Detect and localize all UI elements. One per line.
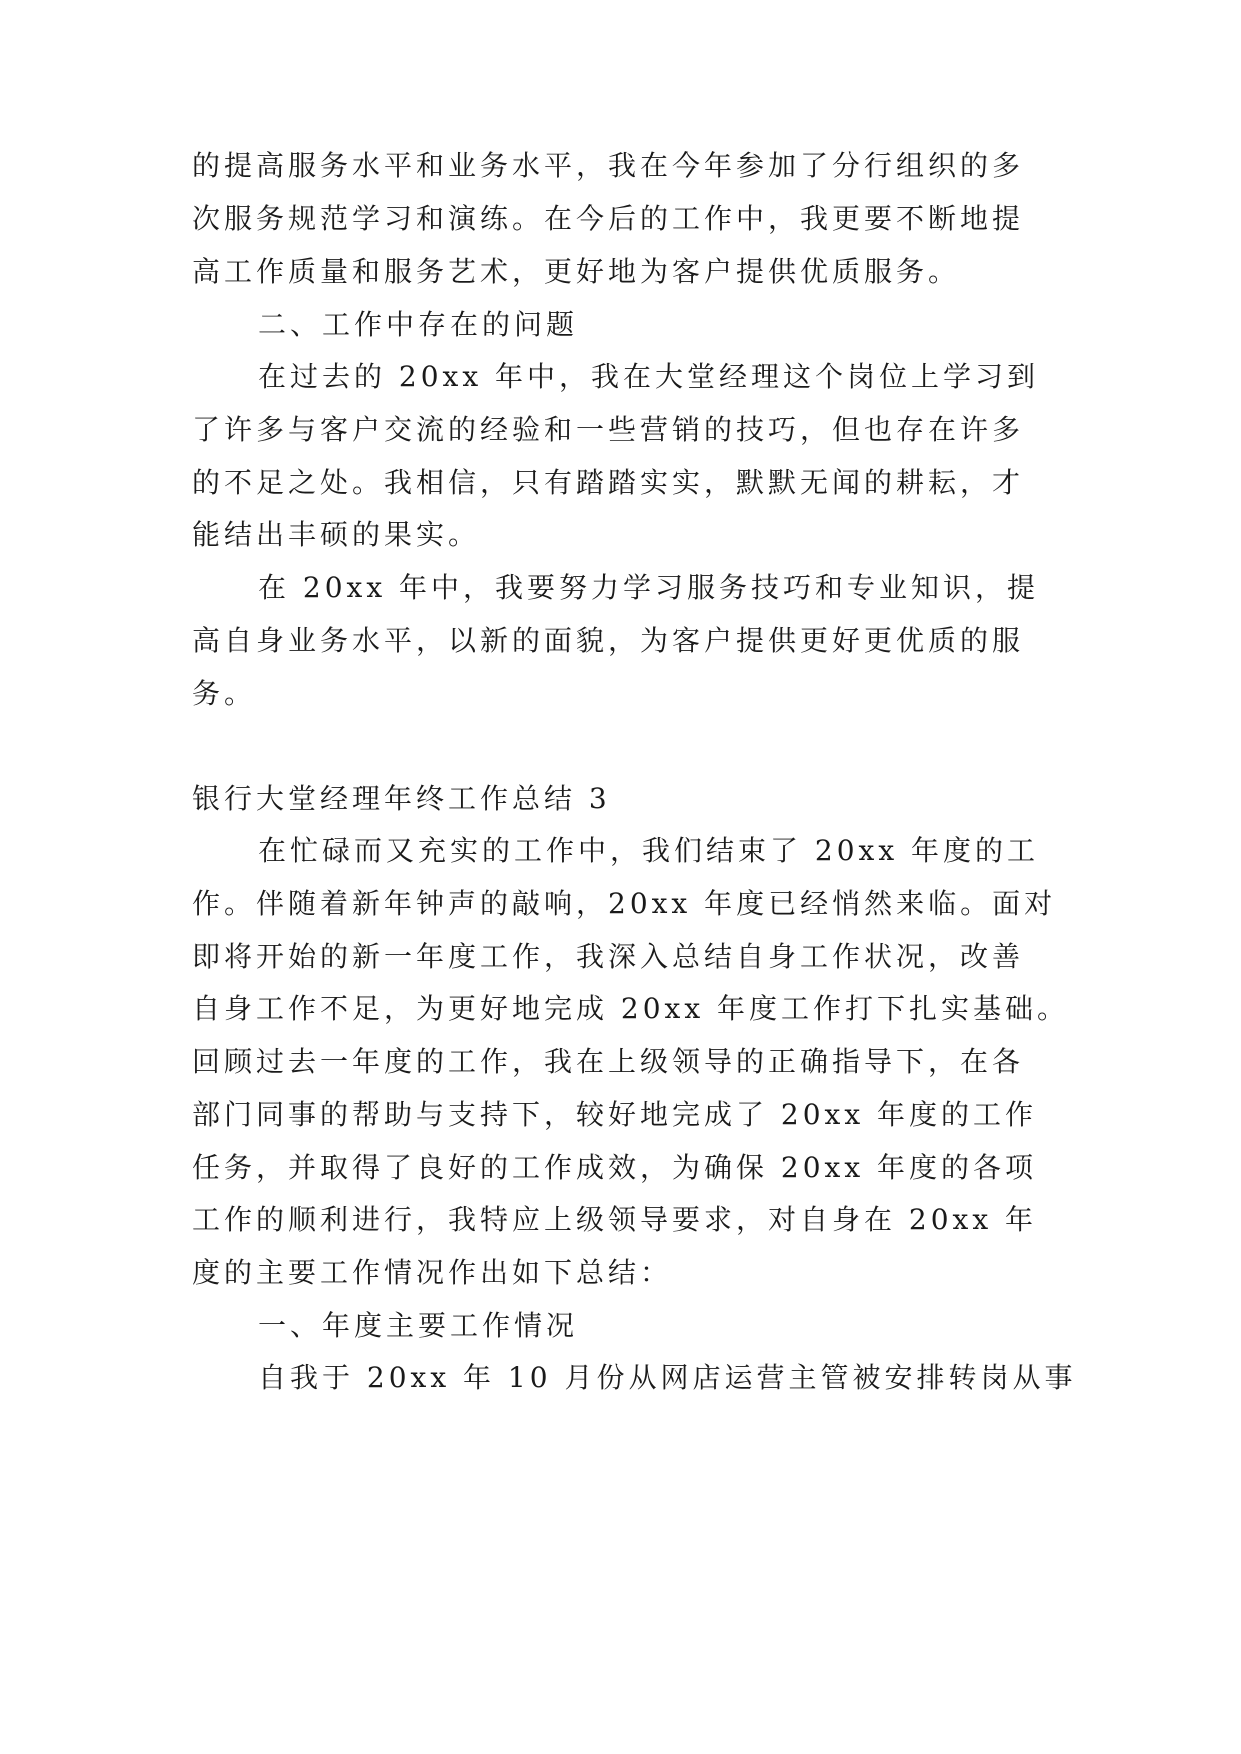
paragraph-line: 的提高服务水平和业务水平，我在今年参加了分行组织的多: [192, 149, 1025, 182]
paragraph-line: 作。伴随着新年钟声的敲响，20xx 年度已经悄然来临。面对: [192, 887, 1057, 920]
paragraph-line: 任务，并取得了良好的工作成效，为确保 20xx 年度的各项: [192, 1151, 1038, 1184]
paragraph-line: 务。: [192, 677, 257, 710]
paragraph-line: 自身工作不足，为更好地完成 20xx 年度工作打下扎实基础。: [192, 992, 1070, 1025]
paragraph-line: 即将开始的新一年度工作，我深入总结自身工作状况，改善: [192, 940, 1025, 973]
paragraph-line: 了许多与客户交流的经验和一些营销的技巧，但也存在许多: [192, 413, 1025, 446]
paragraph-line: 高工作质量和服务艺术，更好地为客户提供优质服务。: [192, 255, 961, 288]
paragraph-line: 度的主要工作情况作出如下总结：: [192, 1256, 673, 1289]
paragraph-line: 在 20xx 年中，我要努力学习服务技巧和专业知识，提: [258, 571, 1040, 604]
paragraph-line: 的不足之处。我相信，只有踏踏实实，默默无闻的耕耘，才: [192, 466, 1025, 499]
paragraph-line: 部门同事的帮助与支持下，较好地完成了 20xx 年度的工作: [192, 1098, 1038, 1131]
paragraph-line: 能结出丰硕的果实。: [192, 518, 481, 551]
paragraph-line: 自我于 20xx 年 10 月份从网店运营主管被安排转岗从事: [258, 1361, 1077, 1394]
document-title: 银行大堂经理年终工作总结 3: [192, 782, 611, 815]
paragraph-line: 次服务规范学习和演练。在今后的工作中，我更要不断地提: [192, 202, 1025, 235]
section-heading: 二、工作中存在的问题: [258, 308, 579, 341]
paragraph-line: 回顾过去一年度的工作，我在上级领导的正确指导下，在各: [192, 1045, 1025, 1078]
paragraph-line: 高自身业务水平，以新的面貌，为客户提供更好更优质的服: [192, 624, 1025, 657]
paragraph-line: 在过去的 20xx 年中，我在大堂经理这个岗位上学习到: [258, 360, 1040, 393]
paragraph-line: 在忙碌而又充实的工作中，我们结束了 20xx 年度的工: [258, 834, 1040, 867]
section-heading: 一、年度主要工作情况: [258, 1309, 579, 1342]
paragraph-line: 工作的顺利进行，我特应上级领导要求，对自身在 20xx 年: [192, 1203, 1038, 1236]
